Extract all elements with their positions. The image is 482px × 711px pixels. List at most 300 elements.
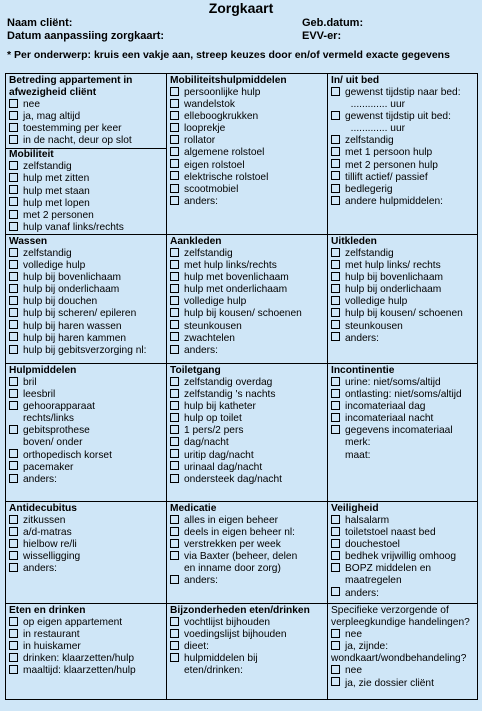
- checkbox-label: halsalarm: [345, 514, 390, 526]
- checkbox-label: pacemaker: [23, 461, 74, 473]
- checkbox-label: voedingslijst bijhouden: [184, 629, 287, 641]
- checkbox[interactable]: [331, 377, 345, 389]
- checkbox-item-anders[interactable]: [170, 345, 325, 357]
- checkbox-item-gewenst-tijdstip-uit-bed[interactable]: [331, 111, 475, 123]
- checkbox[interactable]: [9, 284, 23, 296]
- checkbox-label: anders:: [23, 563, 57, 575]
- checkbox-item-hulp-met-staan[interactable]: [9, 186, 164, 198]
- checkbox[interactable]: [331, 184, 345, 196]
- checkbox-item-zelfstandig[interactable]: [9, 248, 164, 260]
- section-antidecubitus: [9, 503, 164, 575]
- checkbox[interactable]: [170, 111, 184, 123]
- checkbox-item-met-1-persoon-hulp[interactable]: [331, 147, 475, 159]
- checkbox-item-algemene-rolstoel[interactable]: [170, 147, 325, 159]
- checkbox[interactable]: [170, 377, 184, 389]
- checkbox-item-incomateriaal-dag[interactable]: [331, 401, 475, 413]
- checkbox-item-zelfstandig-s-nachts[interactable]: [170, 389, 325, 401]
- section-title: Eten en drinken: [9, 604, 86, 616]
- checkbox[interactable]: [170, 333, 184, 345]
- checkbox-label: zelfstandig: [345, 135, 394, 147]
- section-veiligheid: [331, 503, 475, 600]
- birthdate-label: Geb.datum:: [302, 17, 364, 29]
- checkbox[interactable]: [9, 173, 23, 185]
- checkbox[interactable]: [9, 222, 23, 234]
- checkbox[interactable]: [331, 389, 345, 401]
- checkbox-label: volledige hulp: [23, 260, 86, 272]
- checkbox[interactable]: [9, 272, 23, 284]
- checkbox[interactable]: [9, 135, 23, 147]
- checkbox-label: douchestoel: [345, 539, 400, 551]
- checkbox[interactable]: [9, 161, 23, 173]
- section-title: Uitkleden: [331, 235, 377, 247]
- checkbox[interactable]: [9, 617, 23, 629]
- checkbox-item-voedingslijst-bijhouden[interactable]: [170, 629, 325, 641]
- checkbox[interactable]: [9, 641, 23, 653]
- checkbox-item-hulp-bij-haren-wassen[interactable]: [9, 321, 164, 333]
- checkbox[interactable]: [170, 147, 184, 159]
- checkbox-label: anders:: [184, 575, 218, 587]
- grid-cell: [328, 234, 478, 363]
- checkbox[interactable]: [331, 135, 345, 147]
- checkbox[interactable]: [170, 515, 184, 527]
- checkbox[interactable]: [170, 462, 184, 474]
- section-medicatie: [170, 503, 325, 588]
- checkbox[interactable]: [170, 284, 184, 296]
- item-continuation: [331, 123, 475, 135]
- checkbox[interactable]: [170, 437, 184, 449]
- checkbox[interactable]: [170, 196, 184, 208]
- checkbox-item-anders[interactable]: [170, 196, 325, 208]
- checkbox-item-urinaal-dag-nacht[interactable]: [170, 462, 325, 474]
- checkbox-item-1-pers-2-pers[interactable]: [170, 425, 325, 437]
- checkbox-item-steunkousen[interactable]: [170, 321, 325, 333]
- checkbox[interactable]: [331, 321, 345, 333]
- checkbox[interactable]: [9, 111, 23, 123]
- checkbox-label: maaltijd: klaarzetten/hulp: [23, 665, 136, 677]
- checkbox[interactable]: [170, 87, 184, 99]
- checkbox[interactable]: [9, 425, 23, 437]
- checkbox[interactable]: [331, 272, 345, 284]
- checkbox[interactable]: [331, 551, 345, 563]
- checkbox-item-douchestoel[interactable]: [331, 539, 475, 551]
- checkbox-label: op eigen appartement: [23, 616, 123, 628]
- checkbox-label: dieet:: [184, 641, 209, 653]
- checkbox-item-dag-nacht[interactable]: [170, 437, 325, 449]
- checkbox-item-hulp-met-zitten[interactable]: [9, 173, 164, 185]
- checkbox-label: via Baxter (beheer, delen: [184, 551, 298, 563]
- checkbox-item-hielbow-re-li[interactable]: [9, 539, 164, 551]
- checkbox-item-ja-zie-dossier-cli-nt[interactable]: [331, 678, 475, 690]
- checkbox-item-nee[interactable]: [331, 629, 475, 641]
- checkbox-label: urine: niet/soms/altijd: [345, 376, 441, 388]
- checkbox-label: BOPZ middelen en: [345, 563, 432, 575]
- checkbox-label: hulp bij bovenlichaam: [23, 272, 121, 284]
- checkbox[interactable]: [331, 111, 345, 123]
- section-wassen: [9, 236, 164, 357]
- checkbox-item-leesbril[interactable]: [9, 389, 164, 401]
- checkbox[interactable]: [170, 272, 184, 284]
- checkbox-label: maat:: [345, 449, 371, 461]
- checkbox-label: nee: [345, 665, 362, 677]
- checkbox-label: met hulp links/rechts: [184, 260, 277, 272]
- checkbox[interactable]: [9, 308, 23, 320]
- checkbox-label: hulp bij onderlichaam: [23, 284, 120, 296]
- checkbox-label: zelfstandig: [184, 247, 233, 259]
- grid-cell: [328, 74, 478, 235]
- checkbox-item-hulp-bij-bovenlichaam[interactable]: [9, 272, 164, 284]
- checkbox-label: steunkousen: [345, 320, 403, 332]
- checkbox[interactable]: [331, 665, 345, 677]
- checkbox-label: uritip dag/nacht: [184, 449, 254, 461]
- checkbox-item-volledige-hulp[interactable]: [9, 260, 164, 272]
- checkbox[interactable]: [331, 87, 345, 99]
- checkbox[interactable]: [9, 653, 23, 665]
- checkbox-item-halsalarm[interactable]: [331, 515, 475, 527]
- checkbox-item-zelfstandig-overdag[interactable]: [170, 377, 325, 389]
- checkbox-item-urine-niet-soms-altijd[interactable]: [331, 377, 475, 389]
- checkbox[interactable]: [331, 160, 345, 172]
- checkbox[interactable]: [170, 551, 184, 563]
- checkbox-label: gewenst tijdstip naar bed:: [345, 87, 461, 98]
- checkbox[interactable]: [170, 527, 184, 539]
- checkbox-label: hulp bij kousen/ schoenen: [184, 308, 302, 320]
- checkbox-item-hulp-op-toilet[interactable]: [170, 413, 325, 425]
- checkbox[interactable]: [331, 296, 345, 308]
- checkbox-label: elektrische rolstoel: [184, 171, 269, 183]
- checkbox[interactable]: [9, 210, 23, 222]
- checkbox[interactable]: [331, 333, 345, 345]
- checkbox-label: toestemming per keer: [23, 123, 122, 135]
- checkbox[interactable]: [170, 629, 184, 641]
- grid-cell: [6, 234, 167, 363]
- checkbox[interactable]: [170, 296, 184, 308]
- section-title: Mobiliteitshulpmiddelen: [170, 75, 287, 86]
- checkbox-item-gebitsprothese[interactable]: [9, 425, 164, 437]
- checkbox-item-hulp-met-lopen[interactable]: [9, 198, 164, 210]
- grid-cell: [167, 74, 328, 235]
- checkbox[interactable]: [9, 123, 23, 135]
- checkbox-item-hulp-bij-kousen-schoenen[interactable]: [331, 308, 475, 320]
- checkbox[interactable]: [170, 389, 184, 401]
- checkbox-item-toiletstoel-naast-bed[interactable]: [331, 527, 475, 539]
- checkbox[interactable]: [9, 333, 23, 345]
- checkbox[interactable]: [170, 474, 184, 486]
- checkbox[interactable]: [170, 160, 184, 172]
- checkbox-item-in-restaurant[interactable]: [9, 629, 164, 641]
- checkbox-item-bedhek-vrijwillig-omhoog[interactable]: [331, 551, 475, 563]
- checkbox-label: verstrekken per week: [184, 539, 281, 551]
- checkbox-label: ja, zie dossier cliënt: [345, 677, 434, 689]
- checkbox[interactable]: [9, 260, 23, 272]
- checkbox[interactable]: [331, 401, 345, 413]
- checkbox[interactable]: [331, 147, 345, 159]
- checkbox[interactable]: [9, 665, 23, 677]
- checkbox-item-hulp-bij-katheter[interactable]: [170, 401, 325, 413]
- checkbox-item-a-d-matras[interactable]: [9, 527, 164, 539]
- checkbox-item-vochtlijst-bijhouden[interactable]: [170, 617, 325, 629]
- checkbox-label: gewenst tijdstip uit bed:: [345, 111, 451, 123]
- checkbox[interactable]: [331, 308, 345, 320]
- section-toiletgang: [170, 365, 325, 486]
- checkbox-item-in-huiskamer[interactable]: [9, 641, 164, 653]
- checkbox[interactable]: [170, 260, 184, 272]
- checkbox-label: ............. uur: [345, 99, 406, 111]
- checkbox[interactable]: [9, 321, 23, 333]
- section-incontinentie: [331, 365, 475, 462]
- checkbox-item-hulp-bij-onderlichaam[interactable]: [9, 284, 164, 296]
- section-bijzonderheden-eten-drinken: [170, 605, 325, 677]
- checkbox[interactable]: [9, 539, 23, 551]
- checkbox-item-hulp-bij-haren-kammen[interactable]: [9, 333, 164, 345]
- checkbox-item-bedlegerig[interactable]: [331, 184, 475, 196]
- grid-cell: [167, 234, 328, 363]
- checkbox[interactable]: [9, 198, 23, 210]
- checkbox-label: hulp vanaf links/rechts: [23, 221, 124, 233]
- header-fields: [5, 17, 477, 43]
- checkbox-item-toestemming-per-keer[interactable]: [9, 123, 164, 135]
- checkbox-label: urinaal dag/nacht: [184, 461, 263, 473]
- checkbox[interactable]: [170, 617, 184, 629]
- checkbox[interactable]: [9, 296, 23, 308]
- checkbox-item-ja-mag-altijd[interactable]: [9, 111, 164, 123]
- question-text: wondkaart/wondbehandeling?: [331, 653, 467, 665]
- checkbox-label: hulp bij scheren/ epileren: [23, 308, 137, 320]
- checkbox[interactable]: [331, 196, 345, 208]
- checkbox-label: hulp bij haren wassen: [23, 320, 122, 332]
- checkbox-item-hulp-bij-bovenlichaam[interactable]: [331, 272, 475, 284]
- checkbox-label: elleboogkrukken: [184, 111, 259, 123]
- grid-cell: [6, 603, 167, 699]
- checkbox-item-anders[interactable]: [331, 588, 475, 600]
- checkbox-item-tillift-actief-passief[interactable]: [331, 172, 475, 184]
- section-title: Aankleden: [170, 235, 222, 247]
- checkbox-label: nee: [345, 629, 362, 641]
- checkbox[interactable]: [9, 515, 23, 527]
- checkbox-item-zelfstandig[interactable]: [170, 248, 325, 260]
- checkbox[interactable]: [331, 678, 345, 690]
- grid-row: [6, 603, 478, 699]
- checkbox-item-zwachtelen[interactable]: [170, 333, 325, 345]
- checkbox-label: ja, mag altijd: [23, 111, 81, 123]
- checkbox-item-hulp-bij-onderlichaam[interactable]: [331, 284, 475, 296]
- checkbox-item-hulp-bij-kousen-schoenen[interactable]: [170, 308, 325, 320]
- checkbox-label: zelfstandig: [23, 161, 72, 173]
- checkbox-label: ............. uur: [345, 123, 406, 135]
- checkbox[interactable]: [331, 248, 345, 260]
- checkbox-item-steunkousen[interactable]: [331, 321, 475, 333]
- checkbox-item-wandelstok[interactable]: [170, 99, 325, 111]
- checkbox-item-hulpmiddelen-bij[interactable]: [170, 653, 325, 665]
- checkbox[interactable]: [9, 462, 23, 474]
- checkbox[interactable]: [170, 345, 184, 357]
- checkbox[interactable]: [170, 99, 184, 111]
- checkbox[interactable]: [170, 401, 184, 413]
- checkbox[interactable]: [331, 515, 345, 527]
- checkbox-item-hulp-bij-gebitsverzorging-nl[interactable]: [9, 345, 164, 357]
- checkbox-item-gehoorapparaat[interactable]: [9, 401, 164, 413]
- section-mobiliteit: [6, 148, 166, 234]
- checkbox-item-verstrekken-per-week[interactable]: [170, 539, 325, 551]
- checkbox[interactable]: [331, 172, 345, 184]
- checkbox-item-drinken-klaarzetten-hulp[interactable]: [9, 653, 164, 665]
- checkbox-item-orthopedisch-korset[interactable]: [9, 450, 164, 462]
- checkbox[interactable]: [9, 186, 23, 198]
- checkbox[interactable]: [331, 260, 345, 272]
- checkbox: [9, 413, 23, 425]
- checkbox[interactable]: [170, 413, 184, 425]
- checkbox-item-via-baxter-beheer-delen[interactable]: [170, 551, 325, 563]
- checkbox[interactable]: [331, 413, 345, 425]
- checkbox-label: hulp met zitten: [23, 173, 90, 185]
- checkbox-item-hulp-bij-scheren-epileren[interactable]: [9, 308, 164, 320]
- checkbox: [331, 123, 345, 135]
- grid-row: [6, 74, 478, 235]
- section-betreding-appartement-in-afwezigheid-cli-nt: [9, 75, 164, 147]
- checkbox-item-bril[interactable]: [9, 377, 164, 389]
- checkbox[interactable]: [9, 377, 23, 389]
- checkbox[interactable]: [331, 425, 345, 437]
- checkbox-item-deels-in-eigen-beheer-nl[interactable]: [170, 527, 325, 539]
- checkbox-item-uritip-dag-nacht[interactable]: [170, 450, 325, 462]
- checkbox[interactable]: [331, 563, 345, 575]
- checkbox-label: met 1 persoon hulp: [345, 147, 433, 159]
- checkbox-item-hulp-met-onderlichaam[interactable]: [170, 284, 325, 296]
- checkbox-item-hulp-vanaf-links-rechts[interactable]: [9, 222, 164, 234]
- checkbox-item-ontlasting-niet-soms-altijd[interactable]: [331, 389, 475, 401]
- checkbox[interactable]: [9, 551, 23, 563]
- checkbox[interactable]: [9, 99, 23, 111]
- checkbox-item-op-eigen-appartement[interactable]: [9, 617, 164, 629]
- checkbox[interactable]: [9, 401, 23, 413]
- checkbox-label: zelfstandig 's nachts: [184, 389, 276, 401]
- checkbox-item-elektrische-rolstoel[interactable]: [170, 172, 325, 184]
- checkbox[interactable]: [170, 308, 184, 320]
- checkbox-label: steunkousen: [184, 320, 242, 332]
- checkbox[interactable]: [9, 629, 23, 641]
- checkbox-item-gewenst-tijdstip-naar-bed[interactable]: [331, 87, 475, 99]
- checkbox[interactable]: [170, 450, 184, 462]
- grid-row: [6, 363, 478, 501]
- checkbox[interactable]: [170, 135, 184, 147]
- checkbox-item-pacemaker[interactable]: [9, 462, 164, 474]
- checkbox-item-met-hulp-links-rechts[interactable]: [331, 260, 475, 272]
- checkbox[interactable]: [9, 450, 23, 462]
- checkbox-item-anders[interactable]: [9, 563, 164, 575]
- checkbox[interactable]: [170, 172, 184, 184]
- checkbox-label: incomateriaal nacht: [345, 413, 434, 425]
- checkbox-item-alles-in-eigen-beheer[interactable]: [170, 515, 325, 527]
- checkbox-item-looprekje[interactable]: [170, 123, 325, 135]
- checkbox-item-hulp-met-bovenlichaam[interactable]: [170, 272, 325, 284]
- checkbox-label: eigen rolstoel: [184, 159, 245, 171]
- grid-cell: [328, 363, 478, 501]
- checkbox[interactable]: [170, 321, 184, 333]
- checkbox-item-rollator[interactable]: [170, 135, 325, 147]
- checkbox-label: hulpmiddelen bij: [184, 653, 258, 665]
- checkbox[interactable]: [170, 425, 184, 437]
- checkbox-label: a/d-matras: [23, 527, 72, 539]
- checkbox[interactable]: [331, 588, 345, 600]
- checkbox[interactable]: [170, 575, 184, 587]
- checkbox-label: orthopedisch korset: [23, 449, 112, 461]
- checkbox-item-volledige-hulp[interactable]: [170, 296, 325, 308]
- checkbox-item-ondersteek-dag-nacht[interactable]: [170, 474, 325, 486]
- checkbox-item-dieet[interactable]: [170, 641, 325, 653]
- checkbox[interactable]: [170, 248, 184, 260]
- checkbox[interactable]: [331, 641, 345, 653]
- checkbox[interactable]: [170, 641, 184, 653]
- checkbox-item-wisselligging[interactable]: [9, 551, 164, 563]
- checkbox-item-gegevens-incomateriaal[interactable]: [331, 425, 475, 437]
- checkbox-item-met-hulp-links-rechts[interactable]: [170, 260, 325, 272]
- checkbox-item-in-de-nacht-deur-op-slot[interactable]: [9, 135, 164, 147]
- grid-cell: [6, 74, 167, 235]
- checkbox-item-anders[interactable]: [9, 474, 164, 486]
- checkbox-item-met-2-personen[interactable]: [9, 210, 164, 222]
- checkbox-item-met-2-personen-hulp[interactable]: [331, 160, 475, 172]
- checkbox-item-eigen-rolstoel[interactable]: [170, 160, 325, 172]
- checkbox[interactable]: [9, 563, 23, 575]
- section-in-uit-bed: [331, 75, 475, 208]
- checkbox-item-ja-zijnde[interactable]: [331, 641, 475, 653]
- checkbox[interactable]: [9, 474, 23, 486]
- checkbox-label: scootmobiel: [184, 183, 239, 195]
- grid-row: [6, 501, 478, 603]
- checkbox-item-volledige-hulp[interactable]: [331, 296, 475, 308]
- checkbox-label: 1 pers/2 pers: [184, 425, 244, 437]
- checkbox-item-nee[interactable]: [331, 665, 475, 677]
- checkbox[interactable]: [331, 629, 345, 641]
- item-continuation: [9, 413, 164, 425]
- checkbox-item-zelfstandig[interactable]: [331, 248, 475, 260]
- checkbox-item-zitkussen[interactable]: [9, 515, 164, 527]
- checkbox-label: gehoorapparaat: [23, 401, 95, 413]
- checkbox[interactable]: [331, 284, 345, 296]
- checkbox[interactable]: [331, 539, 345, 551]
- checkbox-item-zelfstandig[interactable]: [331, 135, 475, 147]
- checkbox-item-anders[interactable]: [170, 575, 325, 587]
- checkbox-item-andere-hulpmiddelen[interactable]: [331, 196, 475, 208]
- checkbox-item-nee[interactable]: [9, 99, 164, 111]
- section-mobiliteitshulpmiddelen: [170, 75, 325, 208]
- checkbox-label: zelfstandig overdag: [184, 376, 273, 388]
- checkbox-label: ondersteek dag/nacht: [184, 473, 282, 485]
- checkbox-item-elleboogkrukken[interactable]: [170, 111, 325, 123]
- checkbox[interactable]: [9, 389, 23, 401]
- checkbox-label: zelfstandig: [345, 247, 394, 259]
- checkbox-item-scootmobiel[interactable]: [170, 184, 325, 196]
- checkbox[interactable]: [170, 653, 184, 665]
- checkbox[interactable]: [170, 539, 184, 551]
- checkbox[interactable]: [9, 527, 23, 539]
- checkbox-label: incomateriaal dag: [345, 401, 426, 413]
- checkbox-item-persoonlijke-hulp[interactable]: [170, 87, 325, 99]
- checkbox-item-zelfstandig[interactable]: [9, 161, 164, 173]
- checkbox-item-bopz-middelen-en[interactable]: [331, 563, 475, 575]
- checkbox-item-maaltijd-klaarzetten-hulp[interactable]: [9, 665, 164, 677]
- checkbox-item-anders[interactable]: [331, 333, 475, 345]
- client-name-label: Naam cliënt:: [7, 17, 73, 29]
- checkbox[interactable]: [170, 184, 184, 196]
- grid-cell: [328, 501, 478, 603]
- checkbox[interactable]: [9, 345, 23, 357]
- instruction-note: * Per onderwerp: kruis een vakje aan, streep keuzes door en/of vermeld exacte gegevens: [7, 49, 450, 61]
- checkbox-item-incomateriaal-nacht[interactable]: [331, 413, 475, 425]
- checkbox[interactable]: [170, 123, 184, 135]
- checkbox[interactable]: [9, 248, 23, 260]
- checkbox-item-hulp-bij-douchen[interactable]: [9, 296, 164, 308]
- checkbox[interactable]: [331, 527, 345, 539]
